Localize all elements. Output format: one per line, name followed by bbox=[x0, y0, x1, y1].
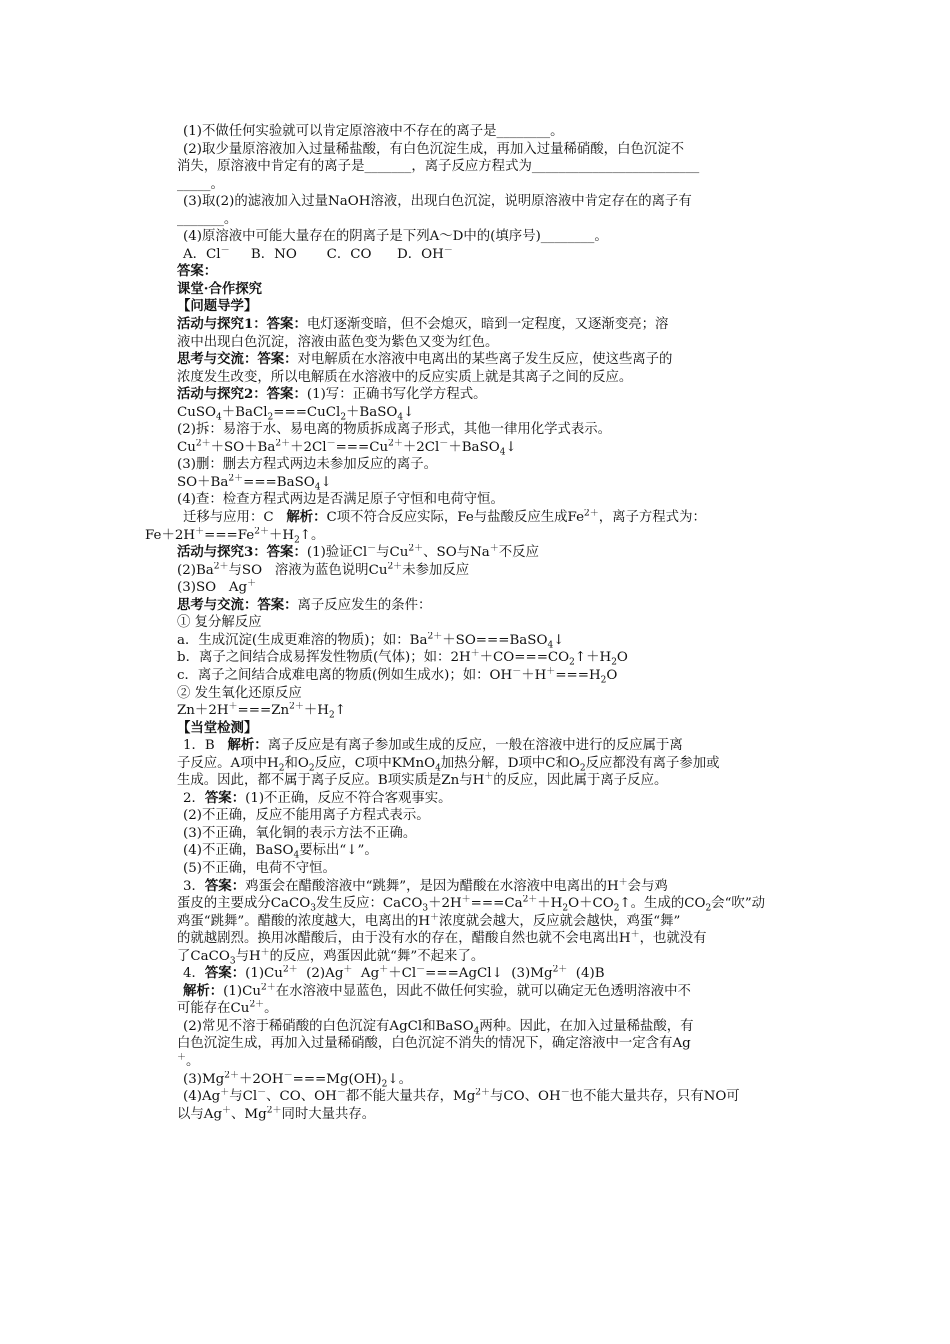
text-line: $Fe+2H^+===Fe^{2+}+H_2↑$。 bbox=[145, 526, 325, 545]
text-line: (4)查：检查方程式两边是否满足原子守恒和电荷守恒。 bbox=[177, 492, 504, 508]
text-line: (3)取(2)的滤液加入过量NaOH溶液，出现白色沉淀，说明原溶液中肯定存在的离子有 bbox=[183, 194, 692, 210]
text-line: 思考与交流：答案：离子反应发生的条件： bbox=[177, 596, 432, 613]
text-line: c．离子之间结合成难电离的物质(例如生成水)；如：$OH^-+H^+===H_2O$ bbox=[177, 666, 618, 685]
text-line: 生成。因此，都不属于离子反应。B项实质是Zn与H＋的反应，因此属于离子反应。 bbox=[177, 772, 668, 789]
text-line: 2．答案：(1)不正确，反应不符合客观事实。 bbox=[183, 789, 452, 806]
text-line: ＋。 bbox=[177, 1052, 200, 1069]
text-line: 蛋皮的主要成分CaCO$_3$发生反应：$CaCO_3+2H^+===Ca^{2+}+H_2O+CO_2↑$。生成的$CO_2$会“吹”动 bbox=[177, 895, 766, 913]
text-line: (5)不正确，电荷不守恒。 bbox=[183, 860, 336, 876]
text-line: 活动与探究3：答案：(1)验证Cl－与$Cu^{2+}$、SO与Na＋不反应 bbox=[177, 544, 539, 561]
text-line: 鸡蛋“跳舞”。醋酸的浓度越大，电离出的H＋浓度就会越大，反应就会越快，鸡蛋“舞” bbox=[177, 912, 681, 929]
text-line: $SO+Ba^{2+}===BaSO_4↓$ bbox=[177, 473, 332, 492]
text-line: (4)不正确，BaSO$_4$要标出“↓”。 bbox=[183, 843, 378, 860]
text-line: A．Cl－ B．NO C．CO D．OH－ bbox=[183, 245, 453, 262]
text-line: CuSO$_4$＋BaCl$_2$===CuCl$_2$＋BaSO$_4$↓ bbox=[177, 404, 415, 422]
text-line: 【当堂检测】 bbox=[177, 719, 258, 736]
text-line: 以与Ag＋、$Mg^{2+}$同时大量共存。 bbox=[177, 1105, 376, 1122]
text-line: 液中出现白色沉淀，溶液由蓝色变为紫色又变为红色。 bbox=[177, 334, 499, 350]
text-line: $Cu^{2+}+SO+Ba^{2+}+2Cl^-===Cu^{2+}+2Cl^-+BaSO_4↓$ bbox=[177, 438, 517, 457]
text-line: (3)不正确，氧化铜的表示方法不正确。 bbox=[183, 825, 417, 841]
text-line: (2)不正确，反应不能用离子方程式表示。 bbox=[183, 808, 430, 824]
text-line: $(3)Mg^{2+}+2OH^-===Mg(OH)_2↓$。 bbox=[183, 1070, 412, 1089]
text-line: $(2)Ba^{2+}$与SO 溶液为蓝色说明$Cu^{2+}$未参加反应 bbox=[177, 561, 470, 578]
text-line: 活动与探究2：答案：(1)写：正确书写化学方程式。 bbox=[177, 386, 487, 403]
text-line: 答案： bbox=[177, 263, 218, 280]
text-line: 可能存在$Cu^{2+}$。 bbox=[177, 1000, 278, 1017]
text-line: 1．B 解析：离子反应是有离子参加或生成的反应，一般在溶液中进行的反应属于离 bbox=[183, 737, 683, 754]
text-line: ② 发生氧化还原反应 bbox=[177, 685, 302, 701]
text-line: 课堂·合作探究 bbox=[177, 280, 263, 297]
text-line: (2)常见不溶于稀硝酸的白色沉淀有AgCl和BaSO$_4$两种。因此，在加入过量稀盐酸，有 bbox=[183, 1018, 694, 1036]
text-line: 消失，原溶液中肯定有的离子是_______，离子反应方程式为_________________________ bbox=[177, 159, 700, 175]
text-line: 4．答案：$(1)Cu^{2+}$ (2)Ag＋ Ag＋＋Cl－===AgCl↓ $(3)Mg^{2+}$ (4)B bbox=[183, 965, 605, 982]
text-line: ① 复分解反应 bbox=[177, 615, 262, 631]
text-line: $Zn+2H^+===Zn^{2+}+H_2↑$ bbox=[177, 702, 346, 720]
text-line: _______。 bbox=[177, 211, 238, 227]
text-line: 思考与交流：答案：对电解质在水溶液中电离出的某些离子发生反应，使这些离子的 bbox=[177, 351, 673, 368]
text-line: _____。 bbox=[177, 176, 224, 192]
text-line: a．生成沉淀(生成更难溶的物质)；如：$Ba^{2+}+SO===BaSO_4↓$ bbox=[177, 631, 565, 650]
text-line: (2)拆：易溶于水、易电离的物质拆成离子形式，其他一律用化学式表示。 bbox=[177, 422, 612, 438]
text-line: (4)原溶液中可能大量存在的阴离子是下列A～D中的(填序号)________。 bbox=[183, 229, 608, 245]
text-line: 迁移与应用：C 解析：C项不符合反应实际，Fe与盐酸反应生成$Fe^{2+}$，离子方程式为： bbox=[183, 509, 706, 526]
text-line: (1)不做任何实验就可以肯定原溶液中不存在的离子是________。 bbox=[183, 124, 564, 139]
text-line: 解析：$(1)Cu^{2+}$在水溶液中显蓝色，因此不做任何实验，就可以确定无色透明溶液中不 bbox=[183, 982, 691, 999]
text-line: 白色沉淀生成，再加入过量稀硝酸，白色沉淀不消失的情况下，确定溶液中一定含有Ag bbox=[177, 1036, 691, 1052]
text-line: (3)SO Ag＋ bbox=[177, 579, 257, 596]
text-line: 【问题导学】 bbox=[177, 298, 258, 315]
document-body bbox=[145, 123, 810, 1123]
text-line: 子反应。A项中$H_2$和$O_2$反应，C项中KMnO$_4$加热分解，D项中C和$O_2$反应都没有离子参加或 bbox=[177, 755, 720, 773]
text-line: 浓度发生改变，所以电解质在水溶液中的反应实质上就是其离子之间的反应。 bbox=[177, 369, 633, 385]
text-line: (3)删：删去方程式两边未参加反应的离子。 bbox=[177, 457, 437, 473]
text-line: (2)取少量原溶液加入过量稀盐酸，有白色沉淀生成，再加入过量稀硝酸，白色沉淀不 bbox=[183, 141, 685, 157]
text-line: 了CaCO$_3$与H＋的反应，鸡蛋因此就“舞”不起来了。 bbox=[177, 947, 485, 966]
text-line: (4)Ag＋与Cl－、CO、OH－都不能大量共存，$Mg^{2+}$与CO、OH－也不能大量共存，只有NO可 bbox=[183, 1088, 740, 1105]
text-line: b．离子之间结合成易挥发性物质(气体)；如：$2H^++CO===CO_2↑+H_2O$ bbox=[177, 649, 628, 667]
text-line: 的就越剧烈。换用冰醋酸后，由于没有水的存在，醋酸自然也就不会电离出H＋，也就没有 bbox=[177, 930, 707, 947]
text-line: 3．答案：鸡蛋会在醋酸溶液中“跳舞”，是因为醋酸在水溶液中电离出的H＋会与鸡 bbox=[183, 877, 668, 894]
text-line: 活动与探究1：答案：电灯逐渐变暗，但不会熄灭，暗到一定程度，又逐渐变亮；溶 bbox=[177, 316, 669, 333]
